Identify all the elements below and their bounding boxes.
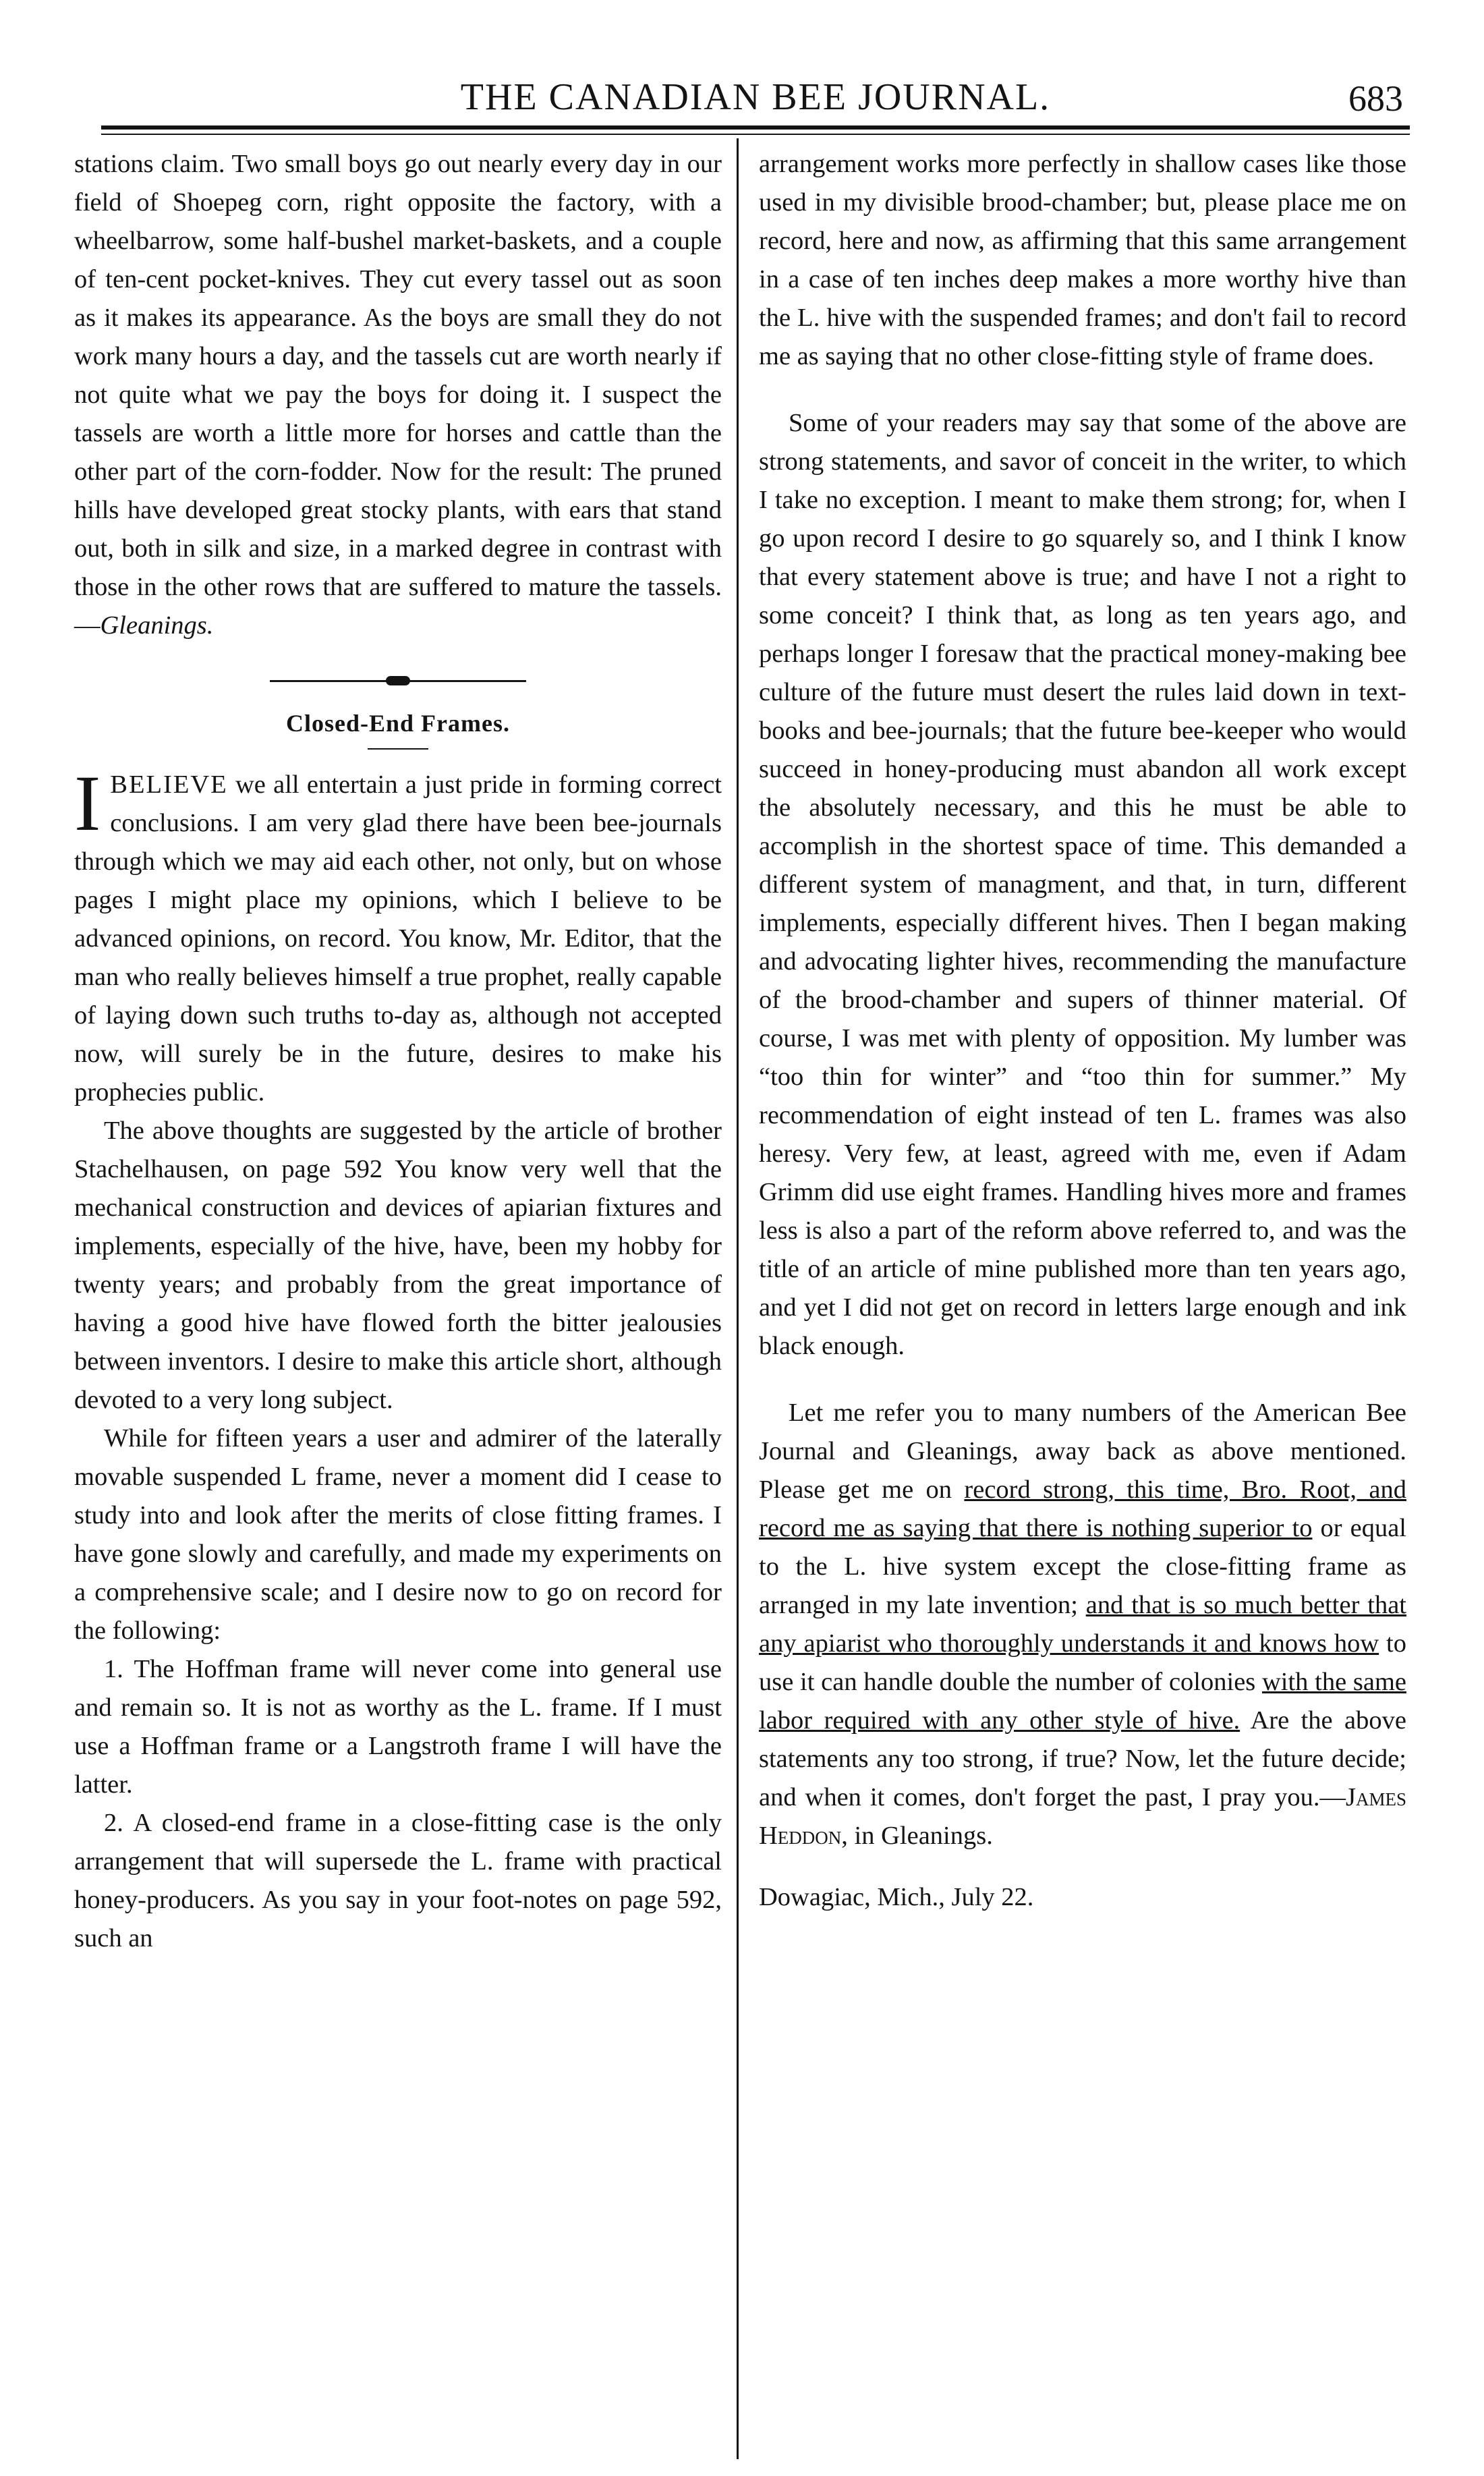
left-column	[74, 145, 722, 1958]
source-citation: , in Gleanings.	[841, 1822, 993, 1850]
paragraph-text: or equal to the L. hive system except the close-fitting frame as arranged in my late invention;	[759, 1514, 1406, 1619]
section-ornament	[74, 672, 722, 692]
paragraph-thoughts: The above thoughts are suggested by the article of brother Stachelhausen, on page 592 You know very well that the mechanical construction and devices of apiarian fixtures and implements, especially of the hive, have, been my hobby for twenty years; and probably from the great importance of having a good hive have flowed forth the bitter jealousies between inventors. I desire to make this article short, although devoted to a very long subject.	[74, 1117, 722, 1414]
paragraph-point-1: 1. The Hoffman frame will never come into general use and remain so. It is not as worthy as the L. frame. If I must use a Hoffman frame or a Langstroth frame I will have the latter.	[74, 1655, 722, 1799]
author-signature: James Heddon	[759, 1783, 1406, 1850]
paragraph-experiments: While for fifteen years a user and admirer of the laterally movable suspended L frame, never a moment did I cease to study into and look after the merits of close fitting frames. I have gone slowly and carefully, and made my experiments on a comprehensive scale; and I desire now to go on record for the following:	[74, 1424, 722, 1645]
page-header	[101, 74, 1410, 128]
paragraph-continuation: arrangement works more perfectly in shallow cases like those used in my divisible brood-chamber; but, please place me on record, here and now, as affirming that this same arrangement in a case of ten inches deep makes a more worthy hive than the L. hive with the suspended frames; and don't fail to record me as saying that no other close-fitting style of frame does.	[759, 150, 1406, 370]
article-heading: Closed-End Frames.	[286, 710, 510, 737]
ornament-center	[386, 676, 410, 685]
paragraph-text: to use it can handle double the number of colonies	[759, 1629, 1406, 1696]
dateline: Dowagiac, Mich., July 22.	[759, 1883, 1034, 1911]
paragraph-conceit: Some of your readers may say that some of the above are strong statements, and savor of conceit in the writer, to which I take no exception. I meant to make them strong; for, when I go upon record I desire to go squarely so, and I think I know that every statement above is true; and have I not a right to some conceit? I think that, as long as ten years ago, and perhaps longer I foresaw that the practical money-making bee culture of the future must desert the rules laid down in text-books and bee-journals; that the future bee-keeper who would succeed in honey-producing must abandon all work except the absolutely necessary, and this he must be able to accomplish in the shortest space of time. This demanded a different system of managment, and that, in turn, different implements, especially different hives. Then I began making and advocating lighter hives, recommending the manufacture of the brood-chamber and supers of thinner material. Of course, I was met with plenty of opposition. My lumber was “too thin for winter” and “too thin for summer.” My recommendation of eight instead of ten L. frames was also heresy. Very few, at least, agreed with me, even if Adam Grimm did use eight frames. Handling hives more and frames less is also a part of the reform above referred to, and was the title of an article of mine published more than ten years ago, and yet I did not get on record in letters large enough and ink black enough.	[759, 409, 1406, 1360]
paragraph-text: Are the above statements any too strong, if true? Now, let the future decide; and when it comes, don't forget the past, I pray you.—	[759, 1706, 1406, 1811]
underlined-text: with the same labor required with any other style of hive.	[759, 1668, 1406, 1735]
header-rule-thick	[101, 125, 1410, 130]
header-rule-thin	[101, 134, 1410, 135]
paragraph-text: Let me refer you to many numbers of the American Bee Journal and Gleanings, away back as above mentioned. Please get me on	[759, 1399, 1406, 1504]
paragraph-text: stations claim. Two small boys go out nearly every day in our field of Shoepeg corn, right opposite the factory, with a wheelbarrow, some half-bushel market-baskets, and a couple of ten-cent pocket-knives. They cut every tassel out as soon as it makes its appearance. As the boys are small they do not work many hours a day, and the tassels cut are worth nearly if not quite what we pay the boys for doing it. I suspect the tassels are worth a little more for horses and cattle than the other part of the corn-fodder. Now for the result: The pruned hills have developed great stocky plants, with ears that stand out, both in silk and size, in a marked degree in contrast with those in the other rows that are suffered to mature the tassels.—	[74, 150, 722, 640]
underlined-text: and that is so much better that any apiarist who thoroughly understands it and knows how	[759, 1591, 1406, 1658]
page-number: 683	[1348, 78, 1403, 119]
source-citation: Gleanings.	[100, 611, 214, 640]
lead-word: BELIEVE	[110, 770, 228, 799]
paragraph-corn-tassels	[74, 145, 722, 645]
paragraph-point-2: 2. A closed-end frame in a close-fitting case is the only arrangement that will supersede the L. frame with practical honey-producers. As you say in your foot-notes on page 592, such an	[74, 1809, 722, 1952]
paragraph-intro	[74, 759, 722, 1112]
running-title: THE CANADIAN BEE JOURNAL.	[460, 76, 1051, 118]
heading-rule	[368, 748, 428, 750]
underlined-text: record strong, this time, Bro. Root, and record me as saying that there is nothing superior to	[759, 1475, 1406, 1542]
right-column	[759, 145, 1406, 1917]
drop-cap: I	[74, 759, 101, 847]
column-divider	[737, 138, 739, 2459]
paragraph-record	[759, 1394, 1406, 1855]
paragraph-text: we all entertain a just pride in forming correct conclusions. I am very glad there have been bee-journals through which we may aid each other, not only, but on whose pages I might place my opinions, which I believe to be advanced opinions, on record. You know, Mr. Editor, that the man who really believes himself a true prophet, really capable of laying down such truths to-day as, although not accepted now, will surely be in the future, desires to make his prophecies public.	[74, 770, 722, 1106]
